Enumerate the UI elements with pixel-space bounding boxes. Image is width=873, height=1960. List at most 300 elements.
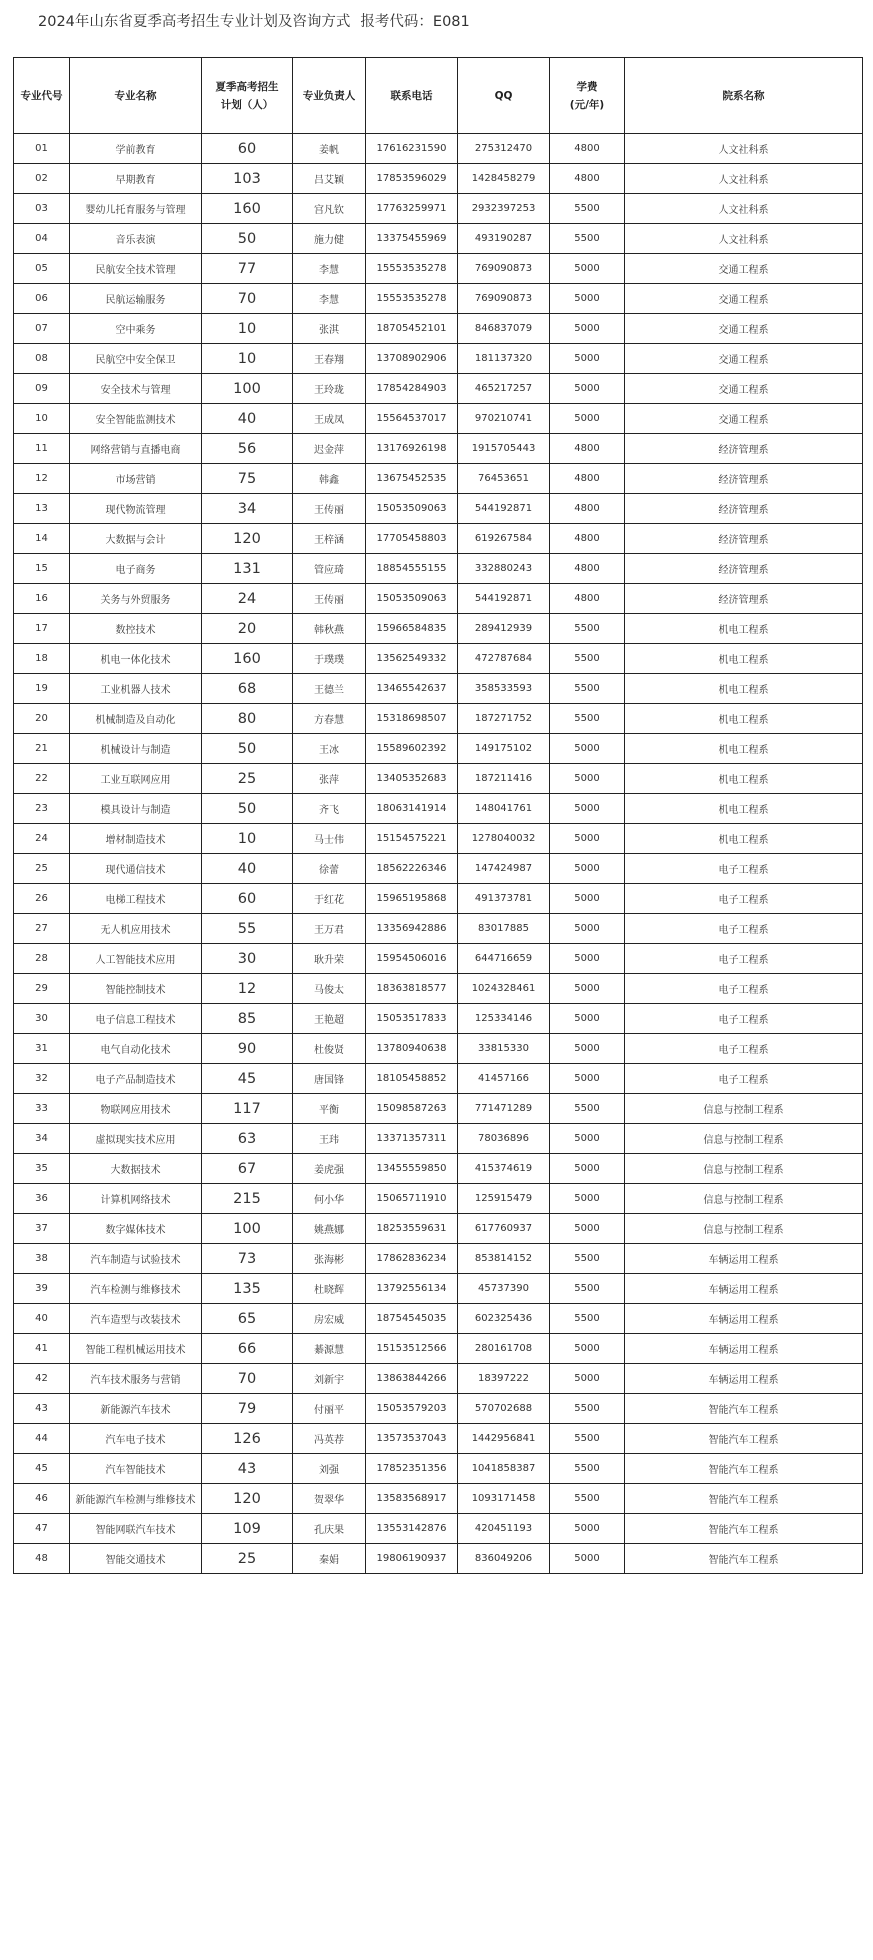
major-code-cell: 34 [14,1124,70,1154]
fee-cell: 5000 [550,344,625,374]
major-code-cell: 02 [14,164,70,194]
department-cell: 信息与控制工程系 [625,1154,863,1184]
plan-count-cell: 73 [202,1244,293,1274]
department-cell: 机电工程系 [625,764,863,794]
plan-count-cell: 50 [202,794,293,824]
department-cell: 信息与控制工程系 [625,1124,863,1154]
department-cell: 经济管理系 [625,434,863,464]
phone-cell: 15053517833 [366,1004,458,1034]
major-code-cell: 20 [14,704,70,734]
major-name-cell: 模具设计与制造 [70,794,202,824]
leader-cell: 唐国锋 [293,1064,366,1094]
plan-count-cell: 30 [202,944,293,974]
qq-cell: 836049206 [458,1544,550,1574]
leader-cell: 王传丽 [293,584,366,614]
fee-cell: 5000 [550,854,625,884]
department-cell: 机电工程系 [625,704,863,734]
phone-cell: 13455559850 [366,1154,458,1184]
qq-cell: 187211416 [458,764,550,794]
fee-cell: 5000 [550,254,625,284]
phone-cell: 18705452101 [366,314,458,344]
department-cell: 经济管理系 [625,554,863,584]
fee-cell: 5000 [550,884,625,914]
department-cell: 车辆运用工程系 [625,1364,863,1394]
department-cell: 人文社科系 [625,194,863,224]
plan-count-cell: 67 [202,1154,293,1184]
department-cell: 机电工程系 [625,644,863,674]
leader-cell: 张萍 [293,764,366,794]
leader-cell: 迟金萍 [293,434,366,464]
phone-cell: 18063141914 [366,794,458,824]
leader-cell: 吕艾颖 [293,164,366,194]
leader-cell: 李慧 [293,284,366,314]
major-name-cell: 大数据技术 [70,1154,202,1184]
leader-cell: 王德兰 [293,674,366,704]
phone-cell: 13792556134 [366,1274,458,1304]
leader-cell: 王成凤 [293,404,366,434]
qq-cell: 18397222 [458,1364,550,1394]
department-cell: 人文社科系 [625,164,863,194]
leader-cell: 管应琦 [293,554,366,584]
major-name-cell: 大数据与会计 [70,524,202,554]
major-name-cell: 虚拟现实技术应用 [70,1124,202,1154]
leader-cell: 杜晓辉 [293,1274,366,1304]
major-code-cell: 17 [14,614,70,644]
table-row [14,1304,863,1334]
department-cell: 智能汽车工程系 [625,1544,863,1574]
major-name-cell: 电子信息工程技术 [70,1004,202,1034]
major-name-cell: 汽车智能技术 [70,1454,202,1484]
plan-count-cell: 68 [202,674,293,704]
department-cell: 智能汽车工程系 [625,1454,863,1484]
department-cell: 交通工程系 [625,314,863,344]
table-row [14,374,863,404]
leader-cell: 马士伟 [293,824,366,854]
fee-cell: 5000 [550,1064,625,1094]
fee-cell: 5000 [550,1364,625,1394]
plan-count-cell: 103 [202,164,293,194]
major-name-cell: 民航安全技术管理 [70,254,202,284]
phone-cell: 15553535278 [366,284,458,314]
table-row [14,554,863,584]
major-code-cell: 46 [14,1484,70,1514]
major-name-cell: 现代通信技术 [70,854,202,884]
leader-cell: 耿升荣 [293,944,366,974]
table-row [14,1064,863,1094]
fee-cell: 5000 [550,1124,625,1154]
qq-cell: 602325436 [458,1304,550,1334]
plan-count-cell: 50 [202,734,293,764]
major-name-cell: 学前教育 [70,134,202,164]
table-row [14,1004,863,1034]
qq-cell: 544192871 [458,494,550,524]
fee-cell: 5000 [550,374,625,404]
qq-cell: 76453651 [458,464,550,494]
department-cell: 机电工程系 [625,734,863,764]
plan-count-cell: 60 [202,134,293,164]
phone-cell: 15053579203 [366,1394,458,1424]
major-name-cell: 计算机网络技术 [70,1184,202,1214]
qq-cell: 33815330 [458,1034,550,1064]
plan-count-cell: 63 [202,1124,293,1154]
major-name-cell: 智能交通技术 [70,1544,202,1574]
fee-cell: 5000 [550,734,625,764]
header-fee-line2: (元/年) [569,98,605,111]
plan-count-cell: 10 [202,824,293,854]
phone-cell: 18854555155 [366,554,458,584]
table-row [14,824,863,854]
major-name-cell: 智能工程机械运用技术 [70,1334,202,1364]
department-cell: 经济管理系 [625,584,863,614]
table-row [14,914,863,944]
fee-cell: 5500 [550,1304,625,1334]
leader-cell: 贺翠华 [293,1484,366,1514]
leader-cell: 齐飞 [293,794,366,824]
qq-cell: 617760937 [458,1214,550,1244]
qq-cell: 149175102 [458,734,550,764]
major-name-cell: 网络营销与直播电商 [70,434,202,464]
qq-cell: 493190287 [458,224,550,254]
phone-cell: 15065711910 [366,1184,458,1214]
major-name-cell: 工业机器人技术 [70,674,202,704]
major-code-cell: 23 [14,794,70,824]
plan-count-cell: 117 [202,1094,293,1124]
leader-cell: 刘新宇 [293,1364,366,1394]
major-code-cell: 15 [14,554,70,584]
qq-cell: 415374619 [458,1154,550,1184]
plan-count-cell: 45 [202,1064,293,1094]
leader-cell: 徐蕾 [293,854,366,884]
plan-count-cell: 43 [202,1454,293,1484]
phone-cell: 15966584835 [366,614,458,644]
header-fee [550,58,625,134]
department-cell: 车辆运用工程系 [625,1274,863,1304]
leader-cell: 刘强 [293,1454,366,1484]
phone-cell: 13780940638 [366,1034,458,1064]
major-name-cell: 机械设计与制造 [70,734,202,764]
plan-count-cell: 10 [202,344,293,374]
major-name-cell: 智能控制技术 [70,974,202,1004]
fee-cell: 5500 [550,224,625,254]
major-code-cell: 31 [14,1034,70,1064]
fee-cell: 5000 [550,1214,625,1244]
phone-cell: 17854284903 [366,374,458,404]
plan-count-cell: 100 [202,374,293,404]
major-code-cell: 11 [14,434,70,464]
major-code-cell: 05 [14,254,70,284]
phone-cell: 13176926198 [366,434,458,464]
major-name-cell: 增材制造技术 [70,824,202,854]
major-name-cell: 汽车检测与维修技术 [70,1274,202,1304]
table-row [14,164,863,194]
fee-cell: 4800 [550,494,625,524]
department-cell: 交通工程系 [625,254,863,284]
major-code-cell: 04 [14,224,70,254]
major-code-cell: 38 [14,1244,70,1274]
qq-cell: 125915479 [458,1184,550,1214]
table-row [14,1544,863,1574]
enrollment-plan-table [13,57,863,1574]
phone-cell: 17852351356 [366,1454,458,1484]
table-row [14,1034,863,1064]
fee-cell: 4800 [550,584,625,614]
phone-cell: 17862836234 [366,1244,458,1274]
table-row [14,344,863,374]
fee-cell: 5500 [550,674,625,704]
department-cell: 智能汽车工程系 [625,1484,863,1514]
major-name-cell: 民航空中安全保卫 [70,344,202,374]
phone-cell: 18253559631 [366,1214,458,1244]
fee-cell: 5000 [550,1184,625,1214]
fee-cell: 5000 [550,914,625,944]
table-row [14,764,863,794]
plan-count-cell: 85 [202,1004,293,1034]
qq-cell: 619267584 [458,524,550,554]
department-cell: 智能汽车工程系 [625,1424,863,1454]
leader-cell: 付丽平 [293,1394,366,1424]
plan-count-cell: 100 [202,1214,293,1244]
plan-count-cell: 25 [202,764,293,794]
department-cell: 机电工程系 [625,794,863,824]
table-row [14,974,863,1004]
leader-cell: 何小华 [293,1184,366,1214]
major-code-cell: 21 [14,734,70,764]
major-code-cell: 40 [14,1304,70,1334]
leader-cell: 韩鑫 [293,464,366,494]
plan-count-cell: 215 [202,1184,293,1214]
table-row [14,1424,863,1454]
qq-cell: 420451193 [458,1514,550,1544]
plan-count-cell: 10 [202,314,293,344]
table-row [14,884,863,914]
leader-cell: 方春慧 [293,704,366,734]
qq-cell: 332880243 [458,554,550,584]
department-cell: 交通工程系 [625,404,863,434]
table-row [14,1214,863,1244]
major-code-cell: 39 [14,1274,70,1304]
plan-count-cell: 160 [202,644,293,674]
qq-cell: 187271752 [458,704,550,734]
major-code-cell: 14 [14,524,70,554]
leader-cell: 姜帆 [293,134,366,164]
header-phone: 联系电话 [366,58,458,134]
table-row [14,1154,863,1184]
fee-cell: 5500 [550,1454,625,1484]
department-cell: 交通工程系 [625,284,863,314]
table-row [14,1484,863,1514]
department-cell: 经济管理系 [625,494,863,524]
fee-cell: 5500 [550,1484,625,1514]
phone-cell: 17763259971 [366,194,458,224]
leader-cell: 姚燕娜 [293,1214,366,1244]
phone-cell: 13465542637 [366,674,458,704]
major-name-cell: 空中乘务 [70,314,202,344]
department-cell: 智能汽车工程系 [625,1394,863,1424]
plan-count-cell: 75 [202,464,293,494]
qq-cell: 148041761 [458,794,550,824]
table-row [14,794,863,824]
phone-cell: 13562549332 [366,644,458,674]
phone-cell: 13356942886 [366,914,458,944]
major-name-cell: 智能网联汽车技术 [70,1514,202,1544]
leader-cell: 王春翔 [293,344,366,374]
leader-cell: 施力健 [293,224,366,254]
fee-cell: 5000 [550,1034,625,1064]
table-row [14,1394,863,1424]
plan-count-cell: 77 [202,254,293,284]
major-name-cell: 电梯工程技术 [70,884,202,914]
leader-cell: 王梓涵 [293,524,366,554]
department-cell: 交通工程系 [625,374,863,404]
phone-cell: 15153512566 [366,1334,458,1364]
department-cell: 电子工程系 [625,914,863,944]
table-row [14,944,863,974]
phone-cell: 18363818577 [366,974,458,1004]
table-row [14,704,863,734]
phone-cell: 18562226346 [366,854,458,884]
department-cell: 信息与控制工程系 [625,1184,863,1214]
plan-count-cell: 65 [202,1304,293,1334]
plan-count-cell: 60 [202,884,293,914]
qq-cell: 846837079 [458,314,550,344]
leader-cell: 王玮 [293,1124,366,1154]
department-cell: 机电工程系 [625,824,863,854]
fee-cell: 5500 [550,1244,625,1274]
qq-cell: 853814152 [458,1244,550,1274]
major-name-cell: 音乐表演 [70,224,202,254]
header-qq: QQ [458,58,550,134]
plan-count-cell: 120 [202,1484,293,1514]
table-row [14,614,863,644]
table-row [14,1334,863,1364]
major-code-cell: 01 [14,134,70,164]
qq-cell: 41457166 [458,1064,550,1094]
plan-count-cell: 79 [202,1394,293,1424]
table-row [14,674,863,704]
fee-cell: 5500 [550,614,625,644]
leader-cell: 姜虎强 [293,1154,366,1184]
major-name-cell: 数控技术 [70,614,202,644]
plan-count-cell: 50 [202,224,293,254]
major-name-cell: 新能源汽车技术 [70,1394,202,1424]
phone-cell: 15053509063 [366,584,458,614]
table-row [14,524,863,554]
fee-cell: 5000 [550,824,625,854]
phone-cell: 15053509063 [366,494,458,524]
major-code-cell: 24 [14,824,70,854]
qq-cell: 1428458279 [458,164,550,194]
major-name-cell: 汽车造型与改装技术 [70,1304,202,1334]
fee-cell: 5000 [550,1334,625,1364]
major-code-cell: 45 [14,1454,70,1484]
leader-cell: 李慧 [293,254,366,284]
major-code-cell: 10 [14,404,70,434]
table-row [14,734,863,764]
fee-cell: 4800 [550,524,625,554]
qq-cell: 970210741 [458,404,550,434]
phone-cell: 13863844266 [366,1364,458,1394]
qq-cell: 358533593 [458,674,550,704]
department-cell: 机电工程系 [625,614,863,644]
department-cell: 经济管理系 [625,464,863,494]
page-title [38,12,470,32]
major-code-cell: 48 [14,1544,70,1574]
table-row [14,854,863,884]
phone-cell: 13583568917 [366,1484,458,1514]
report-code-label: 报考代码：E081 [360,14,470,30]
table-row [14,1274,863,1304]
phone-cell: 13405352683 [366,764,458,794]
phone-cell: 17616231590 [366,134,458,164]
fee-cell: 4800 [550,134,625,164]
major-code-cell: 30 [14,1004,70,1034]
qq-cell: 280161708 [458,1334,550,1364]
plan-count-cell: 80 [202,704,293,734]
qq-cell: 181137320 [458,344,550,374]
table-row [14,584,863,614]
header-plan-line2: 计划（人） [220,98,274,111]
major-code-cell: 41 [14,1334,70,1364]
leader-cell: 王玲珑 [293,374,366,404]
major-name-cell: 汽车电子技术 [70,1424,202,1454]
leader-cell: 于璞璞 [293,644,366,674]
fee-cell: 5000 [550,764,625,794]
major-code-cell: 06 [14,284,70,314]
department-cell: 车辆运用工程系 [625,1334,863,1364]
major-name-cell: 人工智能技术应用 [70,944,202,974]
leader-cell: 王万君 [293,914,366,944]
table-row [14,134,863,164]
plan-count-cell: 131 [202,554,293,584]
major-code-cell: 32 [14,1064,70,1094]
plan-count-cell: 20 [202,614,293,644]
major-code-cell: 37 [14,1214,70,1244]
major-name-cell: 安全技术与管理 [70,374,202,404]
qq-cell: 78036896 [458,1124,550,1154]
major-name-cell: 机械制造及自动化 [70,704,202,734]
major-name-cell: 无人机应用技术 [70,914,202,944]
major-code-cell: 33 [14,1094,70,1124]
leader-cell: 王冰 [293,734,366,764]
department-cell: 电子工程系 [625,944,863,974]
qq-cell: 1041858387 [458,1454,550,1484]
phone-cell: 15318698507 [366,704,458,734]
department-cell: 电子工程系 [625,1004,863,1034]
fee-cell: 4800 [550,164,625,194]
fee-cell: 5500 [550,644,625,674]
qq-cell: 769090873 [458,284,550,314]
phone-cell: 18754545035 [366,1304,458,1334]
department-cell: 人文社科系 [625,134,863,164]
qq-cell: 769090873 [458,254,550,284]
major-code-cell: 12 [14,464,70,494]
major-name-cell: 早期教育 [70,164,202,194]
major-name-cell: 汽车技术服务与营销 [70,1364,202,1394]
leader-cell: 綦源慧 [293,1334,366,1364]
fee-cell: 5500 [550,1424,625,1454]
major-name-cell: 婴幼儿托育服务与管理 [70,194,202,224]
qq-cell: 1093171458 [458,1484,550,1514]
phone-cell: 15154575221 [366,824,458,854]
major-code-cell: 03 [14,194,70,224]
table-row [14,1364,863,1394]
qq-cell: 83017885 [458,914,550,944]
phone-cell: 13553142876 [366,1514,458,1544]
fee-cell: 4800 [550,434,625,464]
department-cell: 经济管理系 [625,524,863,554]
plan-count-cell: 90 [202,1034,293,1064]
qq-cell: 644716659 [458,944,550,974]
